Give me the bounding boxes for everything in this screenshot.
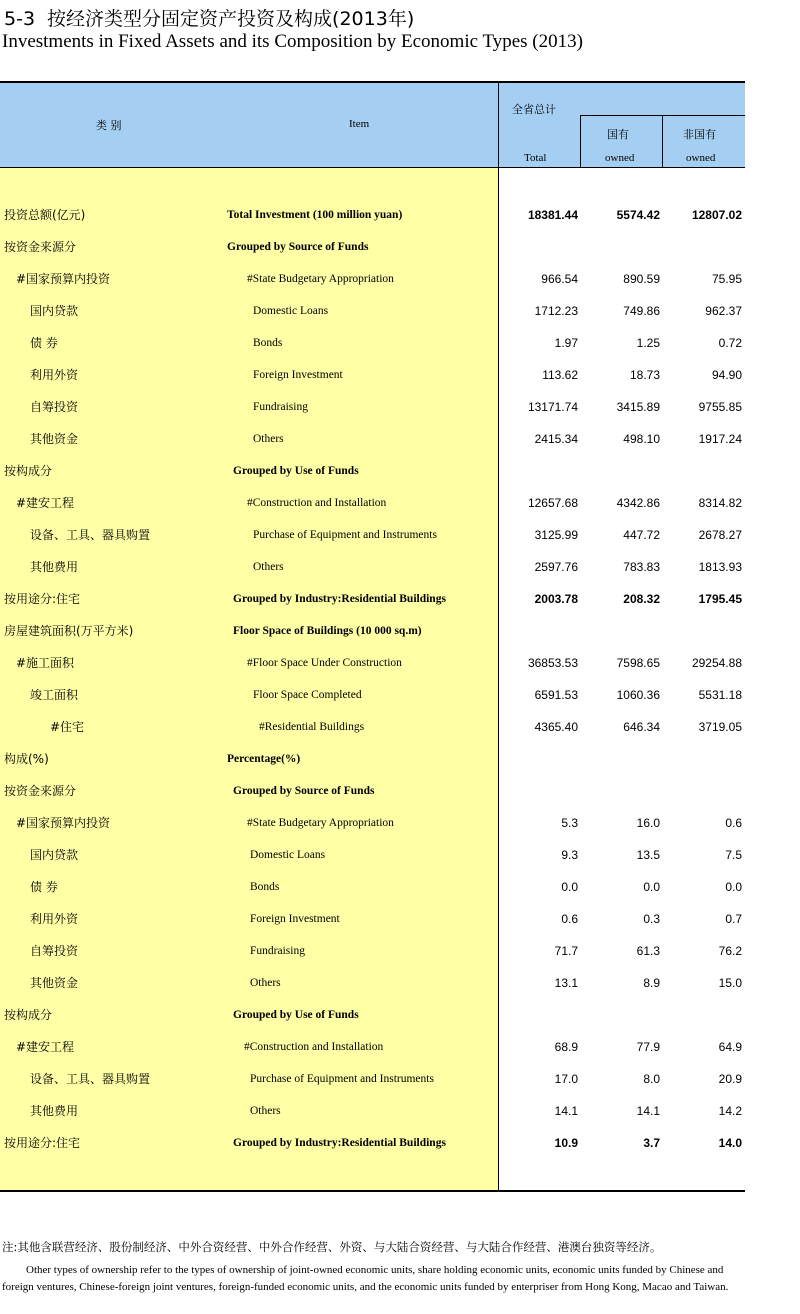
cell-state-owned: 890.59 <box>623 272 660 286</box>
row-label-cn: 按构成分 <box>4 1008 53 1022</box>
row-label-cn: 国内贷款 <box>30 304 79 318</box>
cell-non-state-owned: 94.90 <box>711 368 742 382</box>
row-label-en: Total Investment (100 million yuan) <box>227 209 403 221</box>
header-total-cn: 全省总计 <box>512 103 556 116</box>
header-state-cn: 国有 <box>607 128 629 141</box>
cell-total: 9.3 <box>561 848 578 862</box>
cell-total: 1.97 <box>554 336 578 350</box>
cell-non-state-owned: 15.0 <box>718 976 742 990</box>
table-row <box>0 871 745 903</box>
cell-total: 13171.74 <box>527 400 578 414</box>
row-label-en: Grouped by Use of Funds <box>233 1009 359 1021</box>
row-label-en: Fundraising <box>250 945 305 957</box>
row-label-en: Grouped by Industry:Residential Buildings <box>233 1137 446 1149</box>
cell-non-state-owned: 64.9 <box>718 1040 742 1054</box>
table-row <box>0 935 745 967</box>
table-row <box>0 807 745 839</box>
row-label-en: Domestic Loans <box>253 305 329 317</box>
row-label-cn: 其他费用 <box>30 1104 79 1118</box>
table-row <box>0 231 745 263</box>
cell-state-owned: 14.1 <box>636 1104 660 1118</box>
row-label-en: #State Budgetary Appropriation <box>247 273 394 285</box>
cell-non-state-owned: 3719.05 <box>698 720 742 734</box>
row-label-cn: 利用外资 <box>30 912 79 926</box>
table-row <box>0 583 745 615</box>
cell-non-state-owned: 75.95 <box>711 272 742 286</box>
cell-total: 36853.53 <box>527 656 578 670</box>
cell-state-owned: 77.9 <box>636 1040 660 1054</box>
cell-total: 68.9 <box>554 1040 578 1054</box>
footnote-cn: 注:其他含联营经济、股份制经济、中外合资经营、中外合作经营、外资、与大陆合资经营、与大陆合作经营、港澳台独资等经济。 <box>2 1240 662 1254</box>
cell-state-owned: 8.9 <box>643 976 660 990</box>
cell-state-owned: 1.25 <box>636 336 660 350</box>
row-label-en: Grouped by Source of Funds <box>233 785 375 797</box>
cell-non-state-owned: 14.2 <box>718 1104 742 1118</box>
row-label-en: Grouped by Use of Funds <box>233 465 359 477</box>
row-label-cn: 其他费用 <box>30 560 79 574</box>
row-label-cn: 按资金来源分 <box>4 240 77 254</box>
row-label-en: Purchase of Equipment and Instruments <box>253 529 437 541</box>
row-label-cn: 其他资金 <box>30 432 79 446</box>
cell-total: 2597.76 <box>534 560 578 574</box>
table-row <box>0 199 745 231</box>
cell-total: 2003.78 <box>534 592 578 606</box>
cell-state-owned: 13.5 <box>636 848 660 862</box>
table-row <box>0 1127 745 1159</box>
row-label-en: Others <box>253 561 284 573</box>
table-row <box>0 647 745 679</box>
table-row <box>0 391 745 423</box>
table-bottom-rule <box>0 1190 745 1192</box>
row-label-en: Floor Space Completed <box>253 689 362 701</box>
cell-total: 2415.34 <box>534 432 578 446</box>
row-label-en: Others <box>253 433 284 445</box>
cell-total: 1712.23 <box>534 304 578 318</box>
table-row <box>0 295 745 327</box>
cell-non-state-owned: 1813.93 <box>698 560 742 574</box>
cell-state-owned: 8.0 <box>643 1072 660 1086</box>
cell-state-owned: 783.83 <box>623 560 660 574</box>
table-number: 5-3 <box>4 8 36 30</box>
table-row <box>0 615 745 647</box>
cell-total: 5.3 <box>561 816 578 830</box>
row-label-cn: 债 券 <box>30 336 58 350</box>
row-label-en: #Residential Buildings <box>259 721 365 733</box>
cell-non-state-owned: 1917.24 <box>698 432 742 446</box>
table-row <box>0 743 745 775</box>
row-label-cn: #建安工程 <box>16 1040 75 1054</box>
header-top-rule <box>0 81 745 83</box>
page-title-cn <box>4 4 414 31</box>
page-title-en: Investments in Fixed Assets and its Composition by Economic Types (2013) <box>2 31 583 52</box>
cell-non-state-owned: 0.7 <box>725 912 742 926</box>
cell-non-state-owned: 0.72 <box>718 336 742 350</box>
cell-non-state-owned: 2678.27 <box>698 528 742 542</box>
cell-total: 18381.44 <box>527 208 578 222</box>
row-label-en: #Floor Space Under Construction <box>247 657 402 669</box>
table-row <box>0 1031 745 1063</box>
cell-total: 4365.40 <box>534 720 578 734</box>
table-row <box>0 775 745 807</box>
cell-total: 0.0 <box>561 880 578 894</box>
row-label-en: Bonds <box>250 881 280 893</box>
row-label-cn: 投资总额(亿元) <box>4 208 86 222</box>
header-category-cn: 类 别 <box>96 119 122 132</box>
cell-state-owned: 1060.36 <box>616 688 660 702</box>
footnote-en: Other types of ownership refer to the types of ownership of joint-owned economic units, share holding economic units, economic units funded by Chinese and foreign ventures, Chinese-foreign joint ventures, foreign-funded economic units, and the economic units funded by enterpriser from Hong Kong, Macao and Taiwan. <box>2 1264 729 1293</box>
row-label-en: Others <box>250 1105 281 1117</box>
cell-non-state-owned: 76.2 <box>718 944 742 958</box>
row-label-cn: 按用途分:住宅 <box>4 1136 81 1150</box>
cell-state-owned: 16.0 <box>636 816 660 830</box>
row-label-cn: 竣工面积 <box>30 688 79 702</box>
cell-total: 12657.68 <box>527 496 578 510</box>
cell-non-state-owned: 29254.88 <box>691 656 742 670</box>
cell-total: 113.62 <box>542 368 578 382</box>
table-row <box>0 263 745 295</box>
cell-state-owned: 498.10 <box>623 432 660 446</box>
row-label-cn: #施工面积 <box>16 656 75 670</box>
cell-non-state-owned: 12807.02 <box>691 208 742 222</box>
cell-state-owned: 61.3 <box>636 944 660 958</box>
row-label-en: Others <box>250 977 281 989</box>
col-rule-nonstate <box>662 115 663 168</box>
row-label-cn: 设备、工具、器具购置 <box>30 528 151 542</box>
row-label-cn: 其他资金 <box>30 976 79 990</box>
cell-state-owned: 646.34 <box>623 720 660 734</box>
row-label-en: Purchase of Equipment and Instruments <box>250 1073 434 1085</box>
cell-total: 14.1 <box>554 1104 578 1118</box>
row-label-cn: 按资金来源分 <box>4 784 77 798</box>
cell-state-owned: 3.7 <box>643 1136 660 1150</box>
cell-non-state-owned: 14.0 <box>718 1136 742 1150</box>
header-nonstate-en: owned <box>686 152 716 164</box>
row-label-cn: 利用外资 <box>30 368 79 382</box>
row-label-en: Percentage(%) <box>227 753 301 765</box>
table-row <box>0 519 745 551</box>
cell-state-owned: 18.73 <box>629 368 660 382</box>
cell-total: 0.6 <box>561 912 578 926</box>
header-state-en: owned <box>605 152 635 164</box>
table-row <box>0 839 745 871</box>
cell-total: 10.9 <box>554 1136 578 1150</box>
row-label-en: Grouped by Industry:Residential Buildings <box>233 593 446 605</box>
table-row <box>0 487 745 519</box>
header-nonstate-cn: 非国有 <box>683 128 716 141</box>
cell-non-state-owned: 5531.18 <box>698 688 742 702</box>
cell-total: 6591.53 <box>534 688 578 702</box>
row-label-cn: 房屋建筑面积(万平方米) <box>4 624 134 638</box>
cell-state-owned: 447.72 <box>623 528 660 542</box>
table-row <box>0 903 745 935</box>
title-cn-text: 按经济类型分固定资产投资及构成(2013年) <box>47 8 415 30</box>
table-row <box>0 455 745 487</box>
header-item-en: Item <box>349 118 370 130</box>
cell-total: 3125.99 <box>534 528 578 542</box>
cell-non-state-owned: 8314.82 <box>698 496 742 510</box>
cell-non-state-owned: 9755.85 <box>698 400 742 414</box>
row-label-en: Fundraising <box>253 401 308 413</box>
row-label-cn: 按构成分 <box>4 464 53 478</box>
cell-non-state-owned: 7.5 <box>725 848 742 862</box>
cell-state-owned: 0.3 <box>643 912 660 926</box>
table-row <box>0 359 745 391</box>
row-label-cn: 按用途分:住宅 <box>4 592 81 606</box>
table-row <box>0 679 745 711</box>
table-row <box>0 711 745 743</box>
table-row <box>0 551 745 583</box>
cell-state-owned: 3415.89 <box>616 400 660 414</box>
row-label-cn: 自筹投资 <box>30 400 79 414</box>
row-label-cn: #住宅 <box>50 720 85 734</box>
cell-non-state-owned: 20.9 <box>718 1072 742 1086</box>
row-label-en: Domestic Loans <box>250 849 326 861</box>
row-label-cn: 构成(%) <box>4 752 49 766</box>
row-label-en: Floor Space of Buildings (10 000 sq.m) <box>233 625 422 637</box>
table-row <box>0 423 745 455</box>
row-label-en: Foreign Investment <box>253 369 343 381</box>
row-label-en: Bonds <box>253 337 283 349</box>
cell-state-owned: 208.32 <box>623 592 660 606</box>
row-label-cn: #建安工程 <box>16 496 75 510</box>
cell-state-owned: 7598.65 <box>616 656 660 670</box>
row-label-cn: #国家预算内投资 <box>16 272 111 286</box>
cell-state-owned: 5574.42 <box>616 208 660 222</box>
row-label-cn: #国家预算内投资 <box>16 816 111 830</box>
row-label-cn: 设备、工具、器具购置 <box>30 1072 151 1086</box>
table-row <box>0 327 745 359</box>
header-total-en: Total <box>524 152 547 164</box>
row-label-en: Grouped by Source of Funds <box>227 241 369 253</box>
cell-non-state-owned: 962.37 <box>705 304 742 318</box>
row-label-en: #Construction and Installation <box>247 497 387 509</box>
cell-state-owned: 0.0 <box>643 880 660 894</box>
row-label-cn: 自筹投资 <box>30 944 79 958</box>
row-label-en: #State Budgetary Appropriation <box>247 817 394 829</box>
cell-non-state-owned: 0.6 <box>725 816 742 830</box>
table-row <box>0 967 745 999</box>
cell-total: 13.1 <box>554 976 578 990</box>
table-row <box>0 999 745 1031</box>
col-rule-state <box>580 115 581 168</box>
row-label-cn: 国内贷款 <box>30 848 79 862</box>
table-row <box>0 1095 745 1127</box>
cell-total: 966.54 <box>541 272 578 286</box>
cell-non-state-owned: 0.0 <box>725 880 742 894</box>
row-label-en: Foreign Investment <box>250 913 340 925</box>
cell-state-owned: 4342.86 <box>616 496 660 510</box>
cell-total: 17.0 <box>554 1072 578 1086</box>
table-row <box>0 1063 745 1095</box>
row-label-en: #Construction and Installation <box>244 1041 384 1053</box>
cell-total: 71.7 <box>554 944 578 958</box>
row-label-cn: 债 券 <box>30 880 58 894</box>
cell-state-owned: 749.86 <box>623 304 660 318</box>
cell-non-state-owned: 1795.45 <box>698 592 742 606</box>
